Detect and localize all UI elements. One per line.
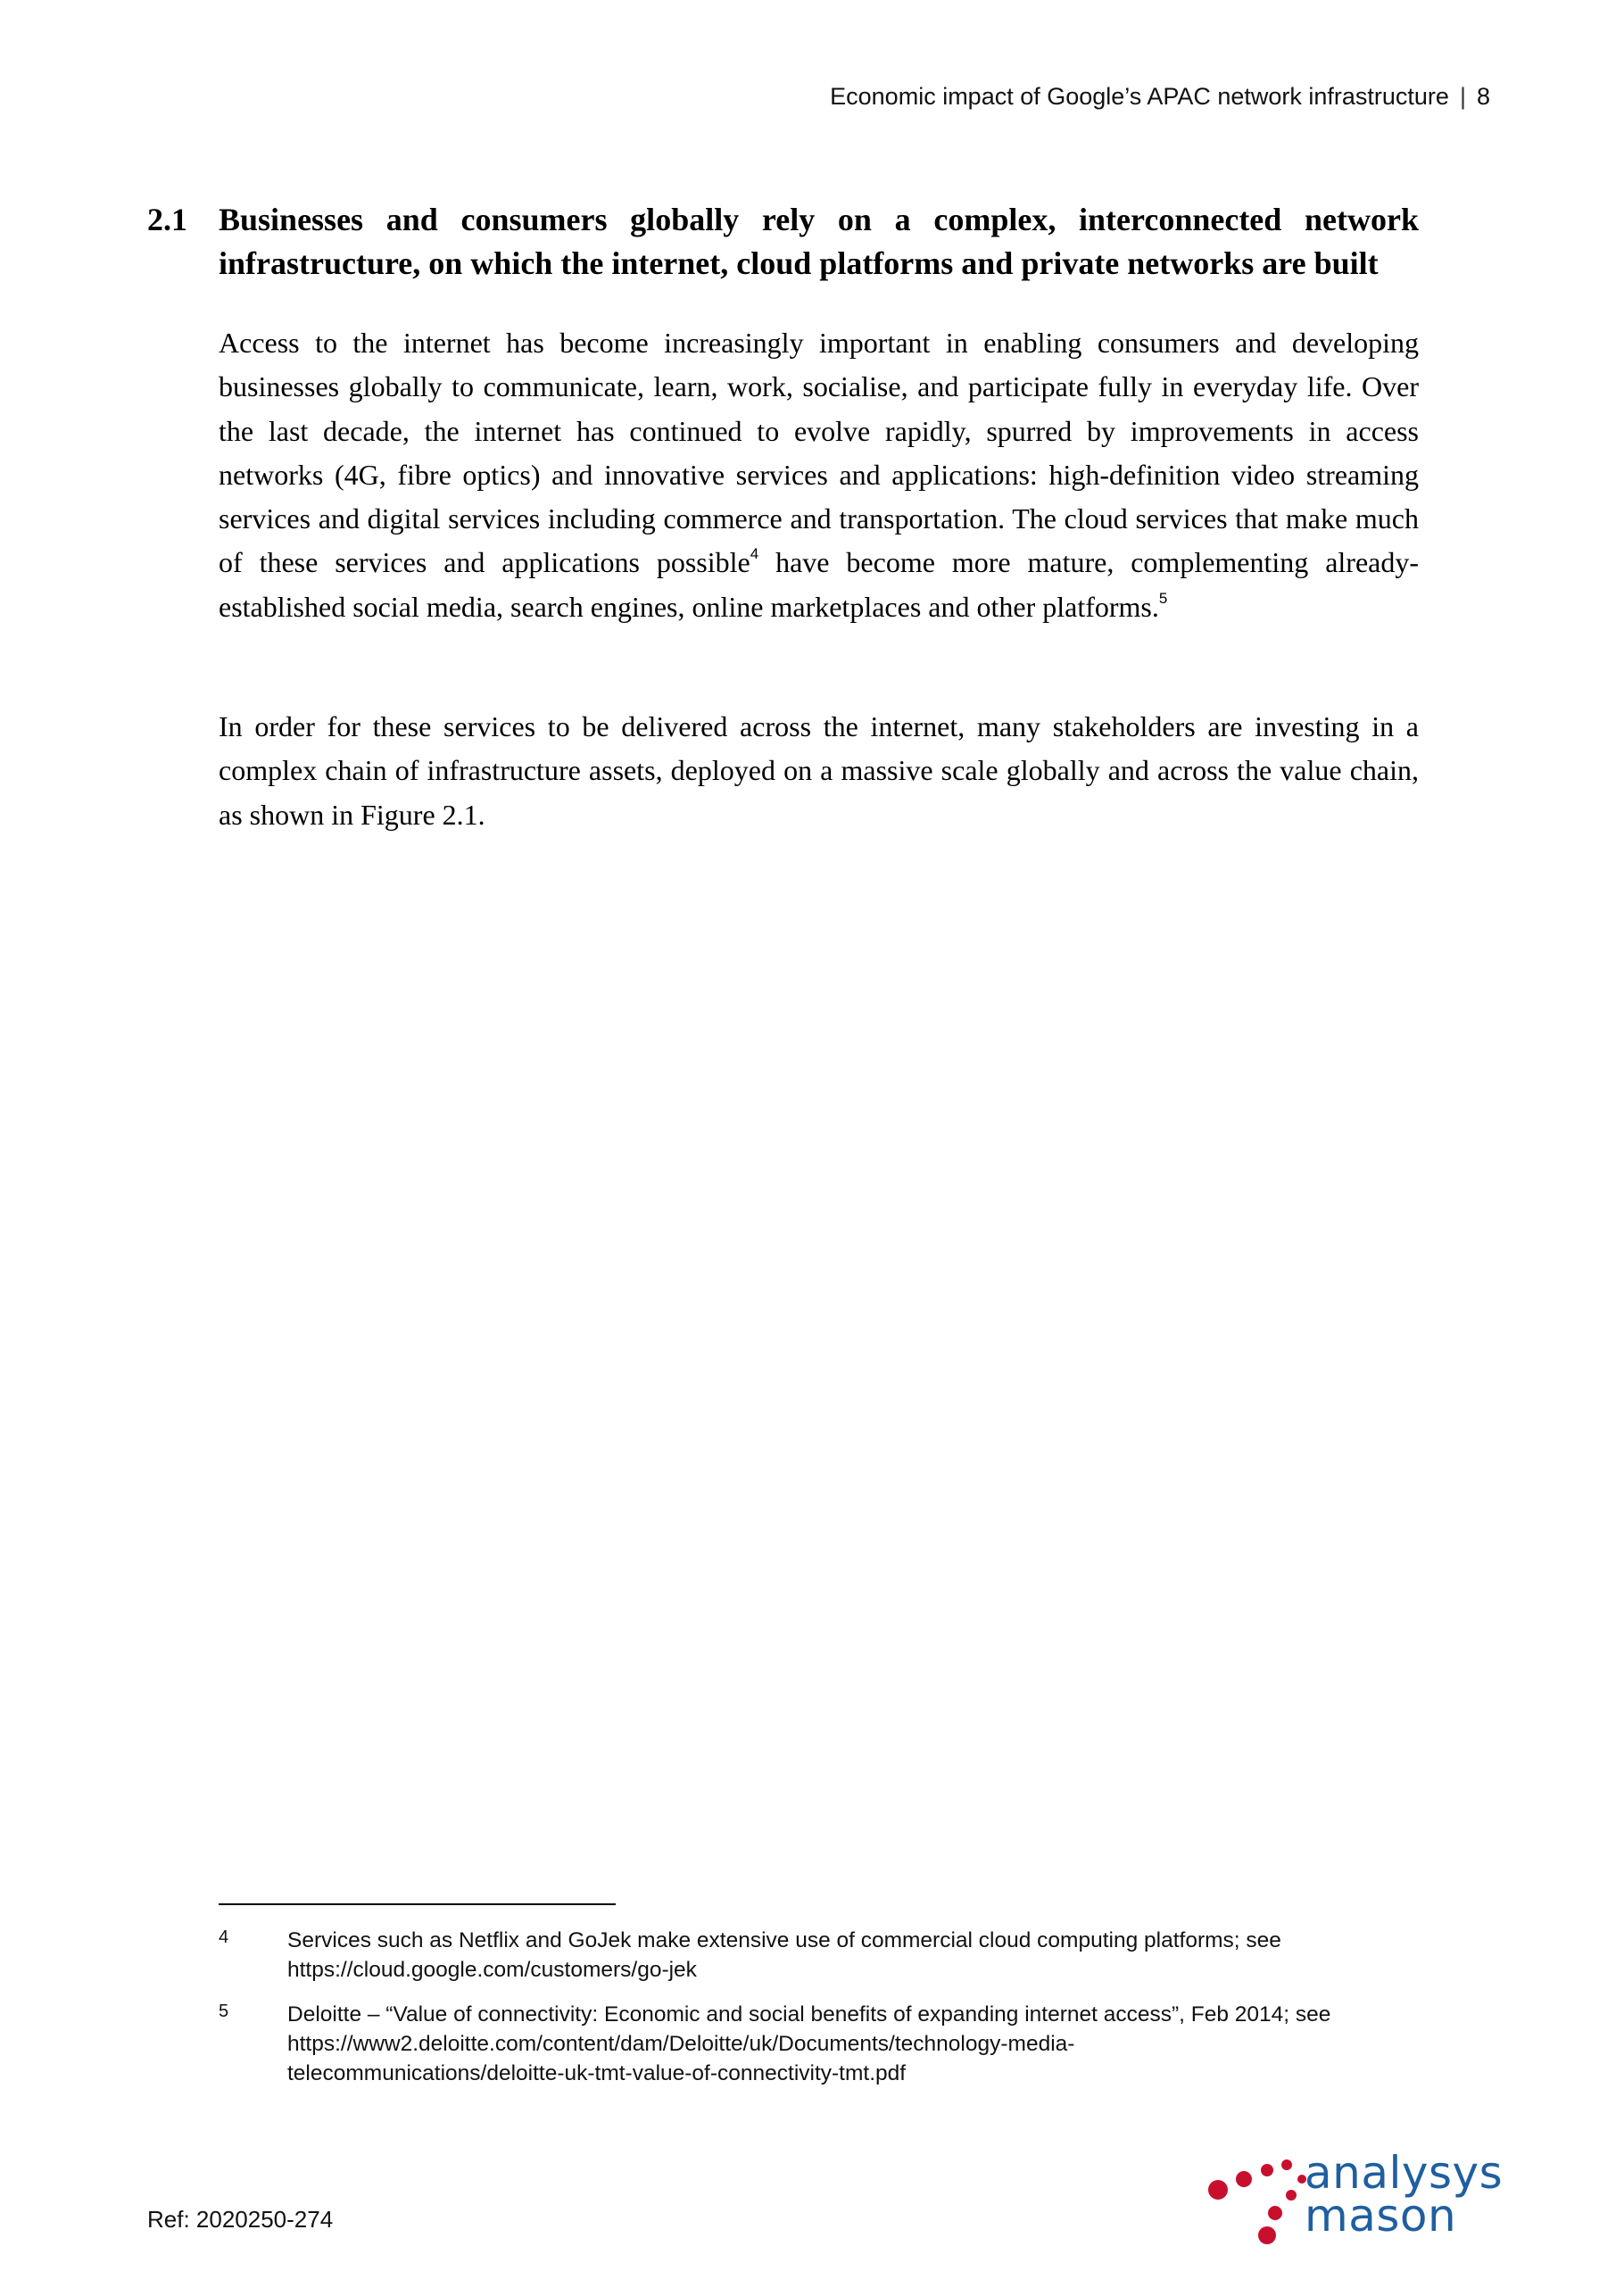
footnote-line: Services such as Netflix and GoJek make extensive use of commercial cloud computing platforms; see (287, 1928, 1281, 1952)
body-paragraph-1 (219, 321, 1419, 629)
footnote-number: 5 (219, 2002, 229, 2021)
footnote-number: 4 (219, 1927, 229, 1947)
document-reference: Ref: 2020250-274 (147, 2206, 334, 2233)
footnote-line: Deloitte – “Value of connectivity: Economic and social benefits of expanding internet access”, Feb 2014; see (287, 2002, 1331, 2027)
footnote-text (287, 2000, 1419, 2088)
body-paragraph-2: In order for these services to be delivered across the internet, many stakeholders are investing in a complex chain of infrastructure assets, deployed on a massive scale globally and across the value chain, as shown in Figure 2.1. (219, 710, 1419, 831)
footnote-divider (219, 1903, 616, 1905)
header-separator: | (1459, 83, 1466, 110)
footnote-5 (219, 2000, 1419, 2088)
footnote-link-continued[interactable]: telecommunications/deloitte-uk-tmt-value-of-connectivity-tmt.pdf (287, 2061, 907, 2085)
analysys-mason-logo (1205, 2133, 1508, 2249)
page-number: 8 (1476, 83, 1490, 110)
footnote-ref-4[interactable]: 4 (750, 545, 759, 563)
section-number: 2.1 (147, 202, 187, 237)
logo-dots-icon (1205, 2133, 1312, 2249)
section-title: Businesses and consumers globally rely on a complex, interconnected network infrastructure, on which the internet, cloud platforms and private networks are built (219, 202, 1419, 281)
logo-word-mason: mason (1305, 2190, 1457, 2242)
footnote-text (287, 1926, 1419, 1985)
header-title: Economic impact of Google’s APAC network infrastructure (830, 83, 1449, 110)
logo-word-analysys: analysys (1305, 2147, 1504, 2199)
footnote-4 (219, 1926, 1419, 1985)
footnote-link[interactable]: https://www2.deloitte.com/content/dam/Deloitte/uk/Documents/technology-media- (287, 2032, 1075, 2056)
paragraph-1-text-a: Access to the internet has become increasingly important in enabling consumers and developing businesses globally to communicate, learn, work, socialise, and participate fully in everyday life. Over the last decade, the internet has continued to evolve rapidly, spurred by improvements in access networks (4G, fibre optics) and innovative services and applications: high-definition video streaming services and digital services including commerce and transportation. The cloud services that make much of these services and applications possible (219, 327, 1419, 579)
section-heading (147, 198, 1419, 286)
footnote-ref-5[interactable]: 5 (1158, 589, 1168, 607)
running-header (419, 83, 1490, 111)
footnote-link[interactable]: https://cloud.google.com/customers/go-jek (287, 1958, 697, 1982)
paragraph-1-text-b: have become more mature, complementing already-established social media, search engines, online marketplaces and other platforms. (219, 546, 1419, 623)
